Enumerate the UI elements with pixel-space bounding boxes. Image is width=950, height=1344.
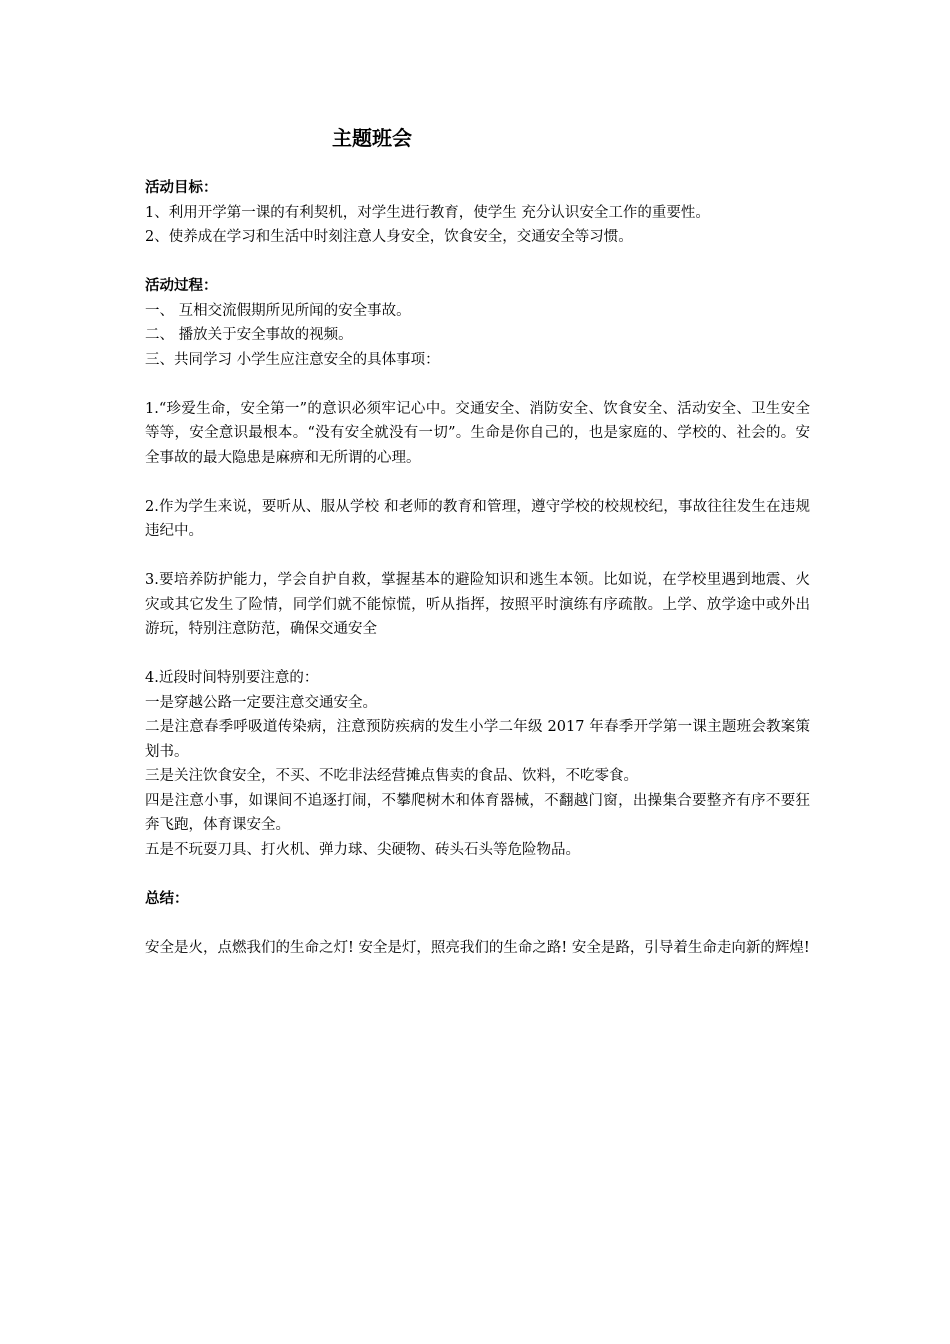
document-body: [145, 176, 810, 960]
summary-text: 安全是火，点燃我们的生命之灯! 安全是灯，照亮我们的生命之路! 安全是路，引导着生命走向新的辉煌!: [145, 939, 810, 956]
spacer: [145, 372, 810, 397]
process-step: 三、共同学习 小学生应注意安全的具体事项：: [145, 351, 440, 368]
recent-heading: 4.近段时间特别要注意的：: [145, 670, 319, 686]
recent-item: 一是穿越公路一定要注意交通安全。: [145, 694, 377, 711]
process-step: 二、 播放关于安全事故的视频。: [145, 327, 353, 343]
safety-point: 3.要培养防护能力，学会自护自救，掌握基本的避险知识和逃生本领。比如说，在学校里遇到地震、火灾或其它发生了险情，同学们就不能惊慌，听从指挥，按照平时演练有序疏散。上学、放学途中或外出游玩，特别注意防范，确保交通安全: [145, 572, 810, 637]
document-title: 主题班会: [332, 126, 412, 150]
spacer: [145, 642, 810, 667]
spacer: [145, 862, 810, 887]
goal-item: 2、使养成在学习和生活中时刻注意人身安全，饮食安全，交通安全等习惯。: [145, 229, 633, 245]
process-step: 一、 互相交流假期所见所闻的安全事故。: [145, 302, 411, 319]
recent-item: 三是关注饮食安全，不买、不吃非法经营摊点售卖的食品、饮料，不吃零食。: [145, 768, 638, 784]
spacer: [145, 470, 810, 495]
spacer: [145, 911, 810, 936]
safety-point: 2.作为学生来说，要听从、服从学校 和老师的教育和管理，遵守学校的校规校纪，事故往往发生在违规违纪中。: [145, 498, 810, 539]
goal-item: 1、利用开学第一课的有利契机，对学生进行教育，使学生 充分认识安全工作的重要性。: [145, 204, 710, 221]
recent-item: 二是注意春季呼吸道传染病，注意预防疾病的发生小学二年级 2017 年春季开学第一课主题班会教案策划书。: [145, 719, 810, 760]
process-heading: 活动过程：: [145, 277, 218, 294]
spacer: [145, 544, 810, 569]
safety-point: 1.“珍爱生命，安全第一”的意识必须牢记心中。交通安全、消防安全、饮食安全、活动安全、卫生安全等等，安全意识最根本。“没有安全就没有一切”。生命是你自己的，也是家庭的、学校的、社会的。安全事故的最大隐患是麻痹和无所谓的心理。: [145, 400, 810, 466]
recent-item: 四是注意小事，如课间不追逐打闹，不攀爬树木和体育器械，不翻越门窗，出操集合要整齐有序不要狂奔飞跑，体育课安全。: [145, 792, 810, 833]
spacer: [145, 250, 810, 275]
goals-heading: 活动目标：: [145, 179, 218, 196]
summary-heading: 总结：: [145, 889, 189, 907]
recent-item: 五是不玩耍刀具、打火机、弹力球、尖硬物、砖头石头等危险物品。: [145, 841, 580, 858]
